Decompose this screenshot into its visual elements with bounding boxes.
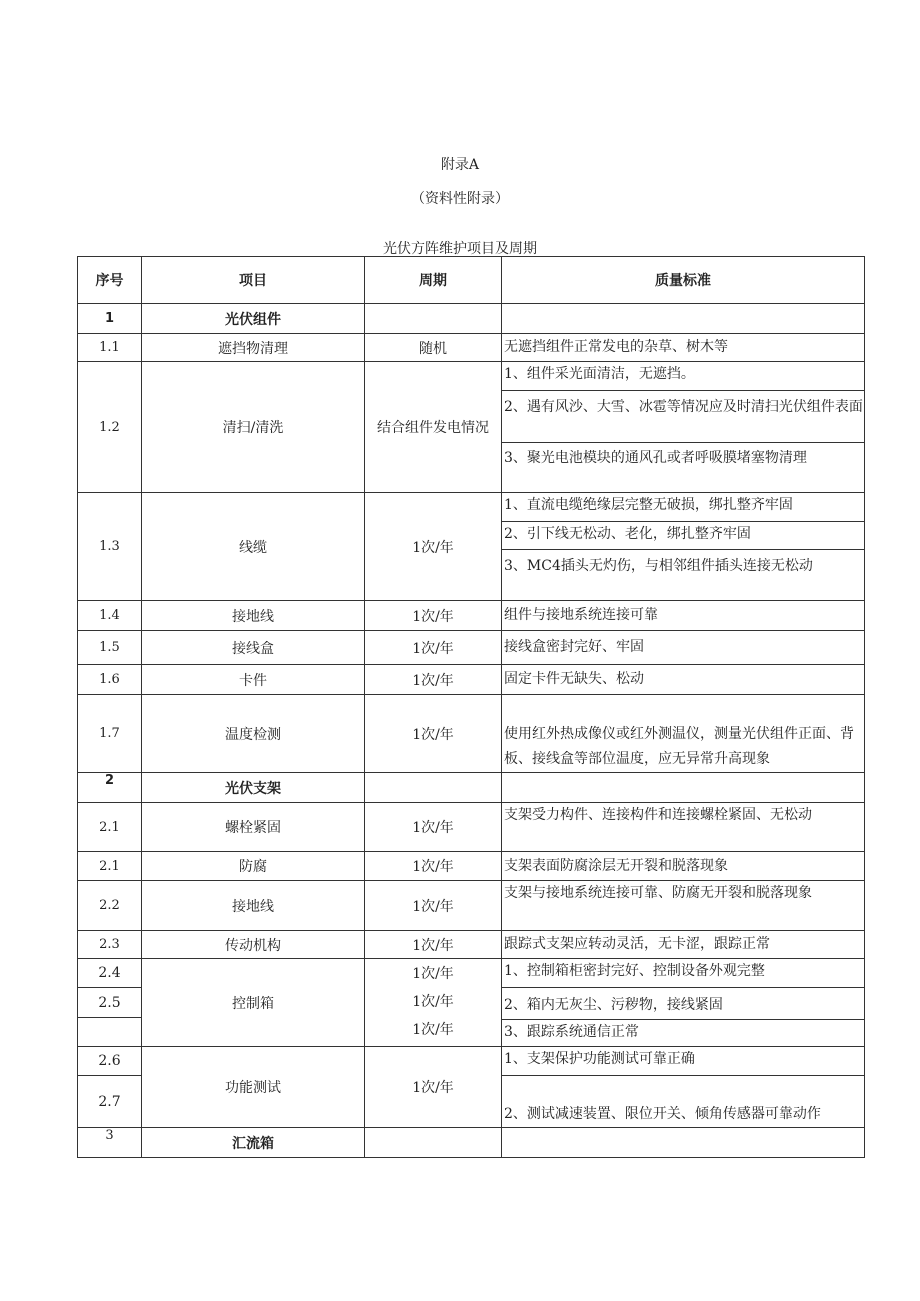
row-item: 接线盒	[142, 631, 365, 665]
row-standard: 无遮挡组件正常发电的杂草、树木等	[502, 334, 865, 362]
section-row	[78, 1128, 865, 1158]
section-title: 汇流箱	[142, 1128, 365, 1158]
row-no: 1.5	[78, 631, 142, 665]
section-row	[78, 773, 865, 803]
table-row	[78, 665, 865, 695]
table-row	[78, 493, 865, 601]
row-no: 1.3	[78, 493, 142, 601]
row-cycle: 1次/年	[365, 803, 502, 852]
row-item: 温度检测	[142, 695, 365, 773]
table-row	[78, 695, 865, 773]
row-cycle: 1次/年	[365, 1047, 502, 1128]
row-standard: 使用红外热成像仪或红外测温仪，测量光伏组件正面、背板、接线盒等部位温度，应无异常升高现象	[502, 695, 865, 773]
row-no: 2.3	[78, 931, 142, 959]
row-no: 2.4	[78, 959, 141, 988]
row-no: 2.1	[78, 852, 142, 881]
table-row	[78, 931, 865, 959]
standard-line: 3、MC4插头无灼伤，与相邻组件插头连接无松动	[504, 557, 813, 574]
row-item: 螺栓紧固	[142, 803, 365, 852]
row-no: 1.7	[78, 695, 142, 773]
standard-line: 2、遇有风沙、大雪、冰雹等情况应及时清扫光伏组件表面	[502, 390, 864, 442]
row-cycle: 1次/年	[365, 631, 502, 665]
row-cycle: 1次/年	[365, 601, 502, 631]
standard-line: 1、控制箱柜密封完好、控制设备外观完整	[502, 959, 864, 987]
row-cycle: 1次/年	[412, 966, 454, 982]
row-cycle: 1次/年	[412, 1022, 454, 1038]
row-item: 功能测试	[142, 1047, 365, 1128]
table-row	[78, 803, 865, 852]
row-no: 2.6	[78, 1047, 141, 1076]
row-no: 1.2	[78, 362, 142, 493]
appendix-title: 附录A	[440, 157, 480, 173]
section-row	[78, 304, 865, 334]
table-row	[78, 852, 865, 881]
table-row	[78, 631, 865, 665]
row-item: 卡件	[142, 665, 365, 695]
standard-line: 1、直流电缆绝缘层完整无破损，绑扎整齐牢固	[502, 493, 864, 521]
section-title: 光伏支架	[142, 773, 365, 803]
row-no: 1.4	[78, 601, 142, 631]
row-no: 1.6	[78, 665, 142, 695]
row-cycle: 1次/年	[365, 665, 502, 695]
table-row	[78, 601, 865, 631]
table-row	[78, 334, 865, 362]
row-cycle: 1次/年	[365, 493, 502, 601]
maintenance-table	[77, 256, 865, 1158]
row-no: 2.2	[78, 881, 142, 931]
section-title: 光伏组件	[142, 304, 365, 334]
table-title: 光伏方阵维护项目及周期	[383, 241, 537, 257]
table-row	[78, 362, 865, 493]
table-header-row	[78, 257, 865, 304]
row-no: 1.1	[78, 334, 142, 362]
row-cycle: 1次/年	[365, 695, 502, 773]
row-item: 遮挡物清理	[142, 334, 365, 362]
header-cycle: 周期	[365, 257, 502, 304]
row-standard: 跟踪式支架应转动灵活，无卡涩，跟踪正常	[502, 931, 865, 959]
row-standard: 固定卡件无缺失、松动	[502, 665, 865, 695]
section-no: 3	[78, 1128, 142, 1158]
standard-line: 3、跟踪系统通信正常	[504, 1023, 639, 1040]
row-item: 传动机构	[142, 931, 365, 959]
table-row	[78, 1047, 865, 1128]
row-cycle: 1次/年	[365, 881, 502, 931]
row-standard: 支架与接地系统连接可靠、防腐无开裂和脱落现象	[502, 881, 865, 931]
row-item: 清扫/清洗	[142, 362, 365, 493]
row-standard: 支架受力构件、连接构件和连接螺栓紧固、无松动	[502, 803, 865, 852]
row-no: 2.7	[98, 1093, 121, 1110]
row-cycle: 1次/年	[412, 994, 454, 1010]
row-cycle: 随机	[365, 334, 502, 362]
row-standard: 支架表面防腐涂层无开裂和脱落现象	[502, 852, 865, 881]
standard-line: 2、箱内无灰尘、污秽物，接线紧固	[502, 987, 864, 1019]
row-standard: 接线盒密封完好、牢固	[502, 631, 865, 665]
appendix-subtitle: （资料性附录）	[411, 191, 509, 207]
standard-line: 3、聚光电池模块的通风孔或者呼吸膜堵塞物清理	[504, 449, 807, 466]
standard-line: 2、引下线无松动、老化，绑扎整齐牢固	[502, 521, 864, 549]
header-item: 项目	[142, 257, 365, 304]
standard-line: 2、测试减速装置、限位开关、倾角传感器可靠动作	[504, 1106, 821, 1122]
row-item: 控制箱	[142, 959, 365, 1047]
row-cycle: 结合组件发电情况	[365, 362, 502, 493]
standard-line: 1、组件采光面清洁，无遮挡。	[502, 362, 864, 390]
table-row	[78, 959, 865, 1047]
section-no: 1	[78, 304, 142, 334]
header-standard: 质量标准	[502, 257, 865, 304]
row-item: 接地线	[142, 881, 365, 931]
row-item: 线缆	[142, 493, 365, 601]
row-no: 2.1	[78, 803, 142, 852]
section-no: 2	[78, 773, 142, 803]
row-cycle: 1次/年	[365, 931, 502, 959]
standard-line: 1、支架保护功能测试可靠正确	[502, 1047, 864, 1075]
row-no: 2.5	[78, 988, 141, 1018]
row-item: 防腐	[142, 852, 365, 881]
table-row	[78, 881, 865, 931]
row-item: 接地线	[142, 601, 365, 631]
row-cycle: 1次/年	[365, 852, 502, 881]
row-standard: 组件与接地系统连接可靠	[502, 601, 865, 631]
header-no: 序号	[78, 257, 142, 304]
